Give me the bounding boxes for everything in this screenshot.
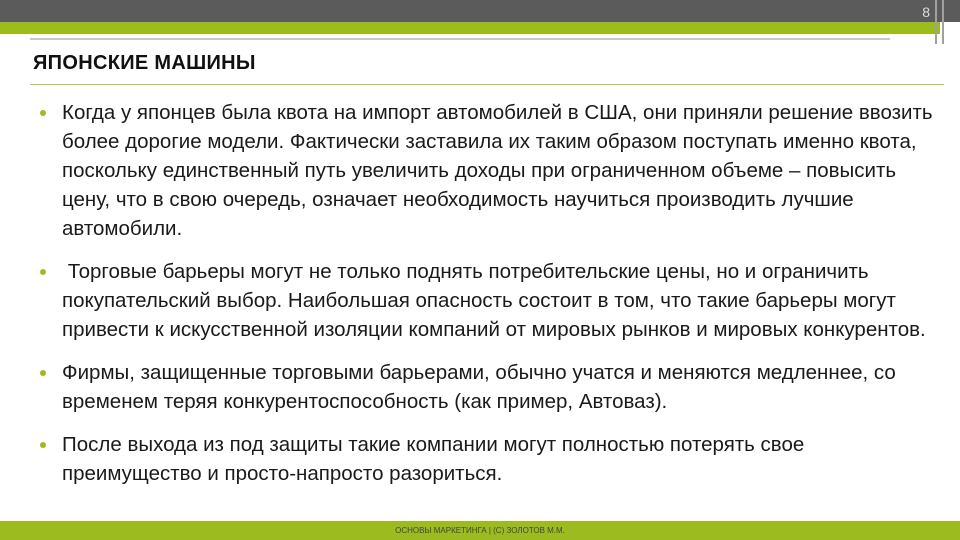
- decorative-strip: [942, 0, 944, 44]
- bullet-item: [40, 98, 940, 243]
- bullet-item: [40, 430, 940, 488]
- bullet-text: После выхода из под защиты такие компании могут полностью потерять свое преимущество и просто-напросто разориться.: [62, 433, 805, 485]
- bullet-text: Когда у японцев была квота на импорт автомобилей в США, они приняли решение ввозить более дорогие модели. Фактически заставила их таким образом поступать именно квота, поскольку единственный путь увеличить доходы при ограниченном объеме – повысить цену, что в свою очередь, означает необходимость научиться производить лучшие автомобили.: [62, 101, 933, 240]
- bullet-item: [40, 358, 940, 416]
- bullet-dot-icon: [40, 110, 46, 116]
- bullet-text: Торговые барьеры могут не только поднять потребительские цены, но и ограничить покупательский выбор. Наибольшая опасность состоит в том, что такие барьеры могут привести к искусственной изоляции компаний от мировых рынков и мировых конкурентов.: [62, 260, 926, 341]
- page-number: 8: [922, 4, 930, 20]
- title-divider: [30, 84, 944, 85]
- bullet-text: Фирмы, защищенные торговыми барьерами, обычно учатся и меняются медленнее, со временем теряя конкурентоспособность (как пример, Автоваз).: [62, 361, 896, 413]
- bullet-list: [40, 98, 940, 502]
- bullet-dot-icon: [40, 269, 46, 275]
- bullet-item: [40, 257, 940, 344]
- header-divider: [30, 38, 890, 40]
- slide-title: ЯПОНСКИЕ МАШИНЫ: [33, 52, 256, 74]
- footer-text: ОСНОВЫ МАРКЕТИНГА | (С) ЗОЛОТОВ М.М.: [395, 526, 565, 535]
- bullet-dot-icon: [40, 370, 46, 376]
- bullet-dot-icon: [40, 442, 46, 448]
- header-accent-bar: [0, 22, 940, 34]
- header-bar: [0, 0, 960, 22]
- decorative-strip: [935, 0, 937, 44]
